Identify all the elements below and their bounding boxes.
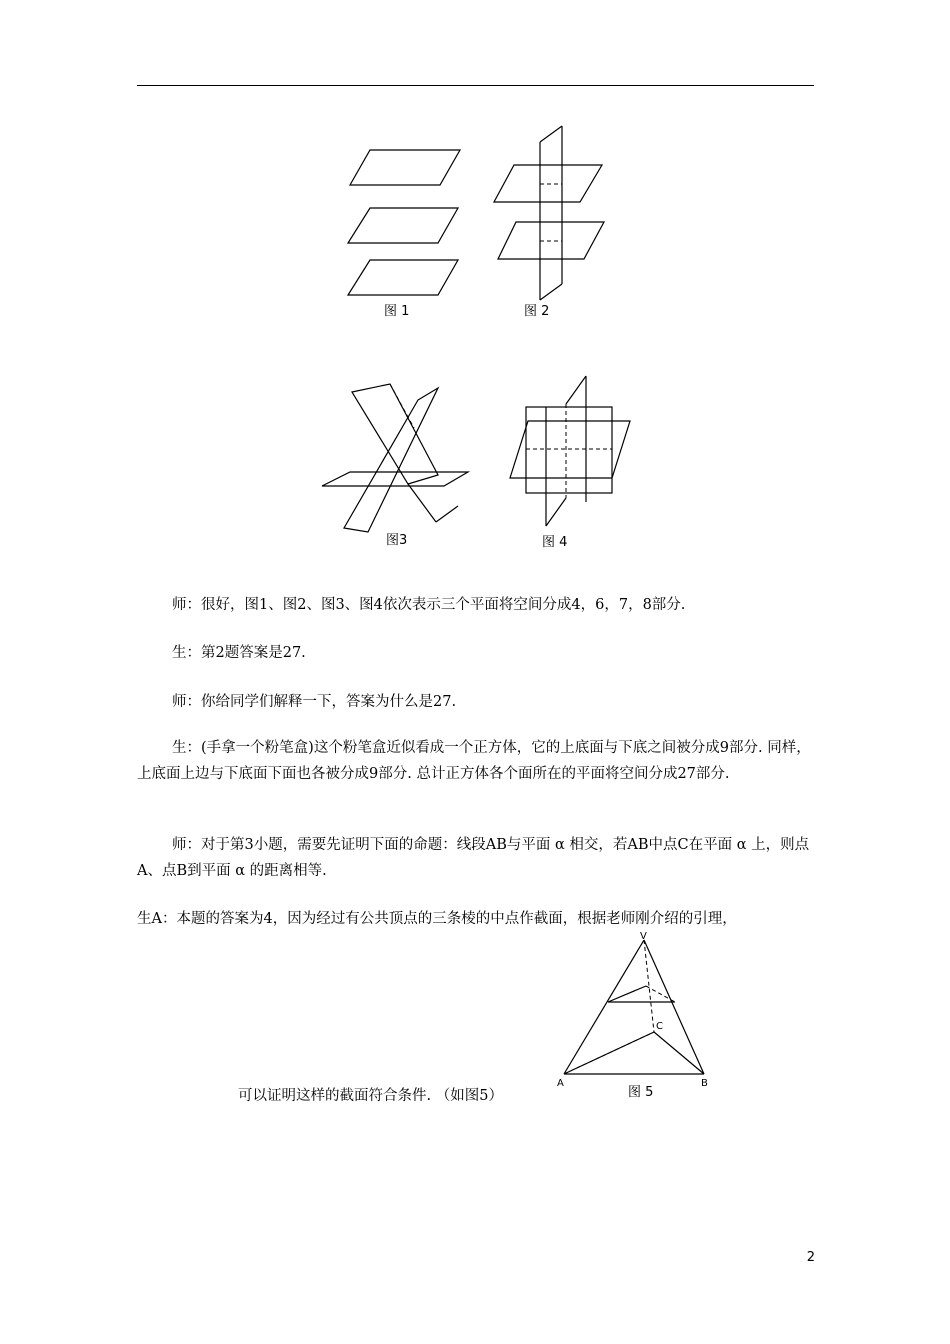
- plane-top: [350, 150, 460, 185]
- figure-2-caption: 图 2: [524, 304, 550, 319]
- figure-1-caption: 图 1: [384, 304, 410, 319]
- figure-3-drawing: [318, 380, 478, 555]
- figure-3-caption: 图3: [386, 533, 408, 548]
- vertex-a-label: A: [557, 1078, 564, 1089]
- figure-1: [340, 140, 470, 320]
- page-number: 2: [806, 1250, 815, 1265]
- vertex-c-label: C: [656, 1021, 663, 1032]
- paragraph-2: 生：第2题答案是27.: [172, 645, 306, 661]
- figure-4: [508, 374, 638, 554]
- paragraph-3: 师：你给同学们解释一下，答案为什么是27.: [172, 694, 457, 710]
- figure-5: [556, 928, 726, 1108]
- paragraph-7: 可以证明这样的截面符合条件. （如图5）: [238, 1088, 503, 1104]
- figure-5-drawing: [556, 928, 726, 1108]
- figure-1-drawing: [340, 140, 470, 320]
- header-rule: [137, 85, 814, 86]
- plane-bottom: [348, 260, 458, 295]
- figure-5-caption: 图 5: [628, 1085, 654, 1100]
- figure-3: [318, 380, 478, 555]
- figure-2-drawing: [490, 122, 610, 322]
- paragraph-6: 生A：本题的答案为4，因为经过有公共顶点的三条棱的中点作截面，根据老师刚介绍的引理，: [137, 911, 737, 927]
- figure-4-caption: 图 4: [542, 535, 568, 550]
- vertex-b-label: B: [701, 1078, 708, 1089]
- vertex-v-label: V: [640, 931, 647, 942]
- paragraph-4: 生：(手拿一个粉笔盒)这个粉笔盒近似看成一个正方体，它的上底面与下底之间被分成9部分. 同样，上底面上边与下底面下面也各被分成9部分. 总计正方体各个面所在的平面将空间分成27部分.: [137, 740, 811, 782]
- plane-front: [526, 407, 612, 493]
- paragraph-1: 师：很好，图1、图2、图3、图4依次表示三个平面将空间分成4，6，7，8部分.: [172, 597, 686, 613]
- figure-4-drawing: [508, 374, 638, 554]
- paragraph-5: 师：对于第3小题，需要先证明下面的命题：线段AB与平面 α 相交，若AB中点C在平面 α 上，则点A、点B到平面 α 的距离相等.: [137, 837, 810, 879]
- plane-middle: [348, 208, 458, 243]
- figure-2: [490, 122, 610, 322]
